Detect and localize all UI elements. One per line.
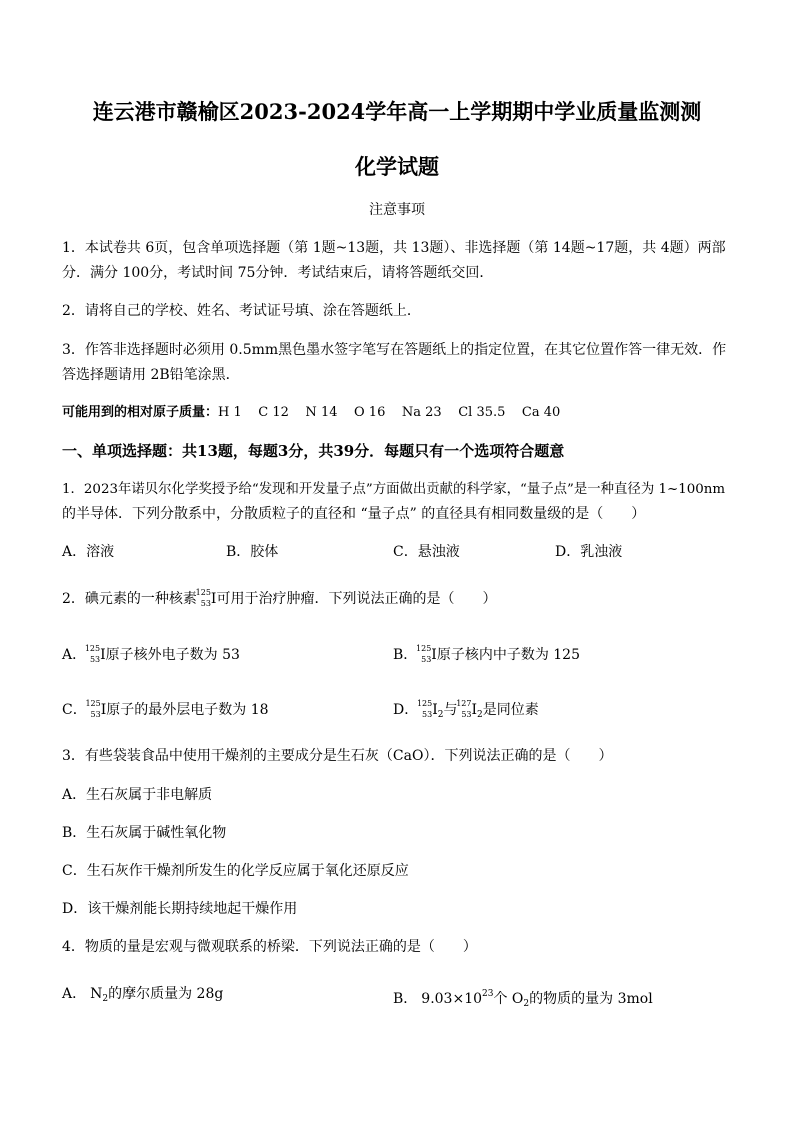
q4-option-a-text: 的摩尔质量为 28g [108,986,224,1002]
q2-option-d-nuclide-1 [418,700,432,720]
q2-a-mass: 125 [84,644,101,653]
q2-d1-symbol: I [432,702,438,718]
q2-nuclide-z: 53 [200,599,211,608]
q4-option-a-subscript: 2 [102,994,109,1004]
atomic-masses-label: 可能用到的相对原子质量： [62,405,219,420]
q1-stem-line-2: 的半导体．下列分散系中，分散质粒子的直径和 “量子点” 的直径具有相同数量级的是（ ） [62,506,646,522]
q2-b-symbol: I [431,647,437,663]
q2-option-a-nuclide [86,645,100,665]
q4-option-a-formula: N [90,986,103,1002]
q1-option-a: A．溶液 [62,544,115,560]
note-2: 2．请将自己的学校、姓名、考试证号填、涂在答题纸上． [62,303,421,319]
q2-d2-symbol: I [471,702,478,718]
q2-d2-mass: 127 [456,699,472,708]
q2-option-b-nuclide [417,645,431,665]
note-1-line-1: 1．本试卷共 6页，包含单项选择题（第 1题~13题，共 13题）、非选择题（第 14题~17题，共 4题）两部 [62,240,726,256]
q2-option-d-mid: 与 [443,702,458,718]
q4-stem: 4．物质的量是宏观与微观联系的桥梁．下列说法正确的是（ ） [62,939,477,955]
q2-d1-subscript: 2 [437,710,444,720]
atomic-masses [62,403,560,423]
q3-option-b: B．生石灰属于碱性氧化物 [62,825,227,841]
q4-option-b-mid: 个 O [493,991,524,1007]
q1-option-c: C．悬浊液 [393,544,460,560]
q2-option-b-label: B． [393,647,418,663]
q2-option-d [393,700,539,725]
q2-option-d-nuclide-2 [458,700,472,720]
q2-stem-post: 可用于治疗肿瘤．下列说法正确的是（ ） [216,591,497,607]
q2-option-d-label: D． [393,702,419,718]
q2-c-z: 53 [90,710,101,719]
q2-d1-z: 53 [422,710,433,719]
q2-option-b [393,645,580,665]
q2-nuclide-mass: 125 [195,588,211,597]
q2-option-c-label: C． [62,702,87,718]
q2-nuclide-symbol: I [210,591,217,607]
q2-a-symbol: I [100,647,106,663]
q1-stem-line-1: 1．2023年诺贝尔化学奖授予给“发现和开发量子点”方面做出贡献的科学家，“量子点”是一种直径为 1~100nm [62,482,726,497]
q2-option-c [62,700,269,720]
q2-b-mass: 125 [416,644,432,653]
exam-title: 连云港市赣榆区2023-2024学年高一上学期期中学业质量监测测 [92,99,702,124]
q2-d2-subscript: 2 [477,710,483,720]
q3-stem: 3．有些袋装食品中使用干燥剂的主要成分是生石灰（CaO）．下列说法正确的是（ ） [62,748,613,764]
q2-d1-mass: 125 [416,699,433,708]
exam-subtitle: 化学试题 [355,154,439,179]
q4-option-b-subscript: 2 [523,999,530,1009]
q2-option-b-text: 原子核内中子数为 125 [436,647,580,663]
q3-option-a: A．生石灰属于非电解质 [62,787,213,803]
q1-option-d: D．乳浊液 [555,544,623,560]
q2-d2-z: 53 [461,710,472,719]
q2-c-symbol: I [100,702,107,718]
q2-option-a [62,645,240,665]
q4-option-b [393,984,653,1014]
note-3-line-2: 答选择题请用 2B铅笔涂黑． [62,367,240,383]
q4-option-b-exponent: 23 [482,989,494,999]
section-1-heading: 一、单项选择题：共13题，每题3分，共39分．每题只有一个选项符合题意 [62,442,565,460]
q4-option-a-label: A． [62,986,87,1002]
q2-c-mass: 125 [85,699,101,708]
q3-option-c: C．生石灰作干燥剂所发生的化学反应属于氧化还原反应 [62,863,409,879]
q4-option-b-label: B． [393,991,418,1007]
q2-stem [62,589,496,609]
q4-option-a [62,984,223,1009]
q4-option-b-text: 的物质的量为 3mol [529,991,653,1007]
note-3-line-1: 3．作答非选择题时必须用 0.5mm黑色墨水签字笔写在答题纸上的指定位置，在其它位置作答一律无效．作 [62,342,727,358]
q3-option-d: D．该干燥剂能长期持续地起干燥作用 [62,901,298,917]
q1-option-b: B．胶体 [226,544,279,560]
q2-option-a-label: A． [62,647,87,663]
q2-stem-pre: 2．碘元素的一种核素 [62,591,197,607]
q2-option-c-nuclide [87,700,101,720]
q2-b-z: 53 [421,655,432,664]
q2-option-d-text: 是同位素 [482,702,539,718]
q2-nuclide [197,589,211,609]
atomic-masses-values: H 1 C 12 N 14 O 16 Na 23 Cl 35.5 Ca 40 [218,405,561,420]
q2-a-z: 53 [89,655,101,664]
notice-heading: 注意事项 [369,202,425,218]
q2-option-c-text: 原子的最外层电子数为 18 [106,702,269,718]
note-1-line-2: 分．满分 100分，考试时间 75分钟．考试结束后，请将答题纸交回． [62,265,494,281]
q4-option-b-number: 9.03×10 [421,991,483,1007]
q2-option-a-text: 原子核外电子数为 53 [105,647,240,663]
